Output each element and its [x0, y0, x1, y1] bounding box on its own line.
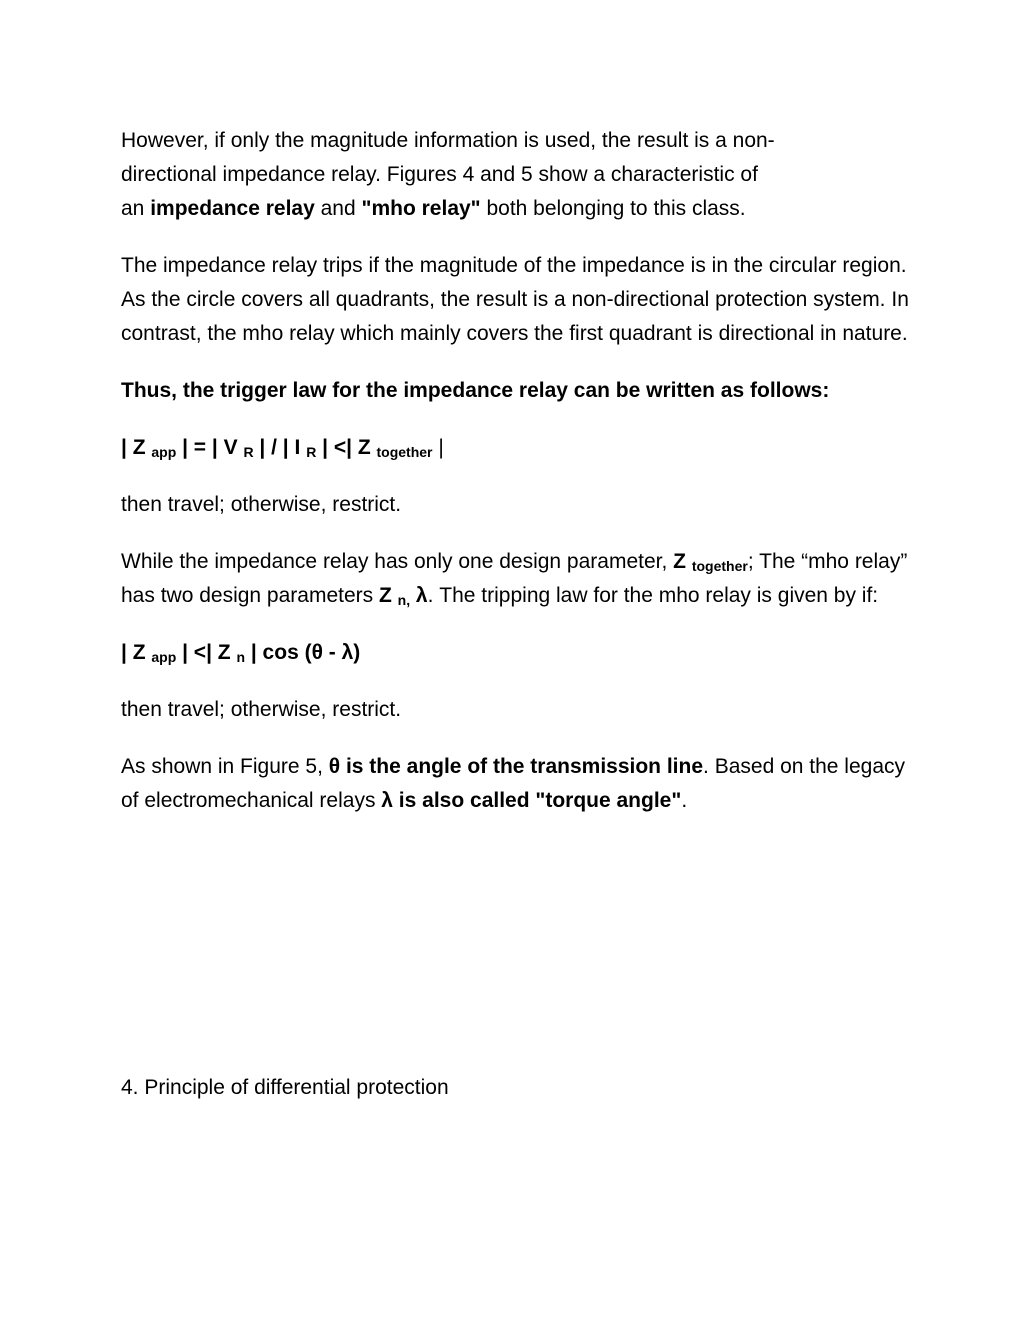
document-body [121, 124, 911, 841]
subscript-together: together [691, 558, 748, 574]
paragraph-intro-post: both belonging to this class. [480, 197, 746, 220]
subscript-r: R [306, 444, 317, 460]
subscript-app: app [151, 444, 177, 460]
equation-mho-relay: | Z $_{app}$ | <| Z $_n$ | cos (θ - λ) [121, 641, 361, 665]
paragraph-then-travel-2: then travel; otherwise, restrict. [121, 698, 402, 721]
paragraph-intro-line1: However, if only the magnitude information is used, the result is a non- [121, 129, 775, 152]
trigger-law-text: Thus, the trigger law for the impedance relay can be written as follows: [121, 379, 830, 402]
paragraph-intro-mid: and [314, 197, 362, 220]
term-mho-relay: "mho relay" [361, 197, 481, 220]
paragraph-intro-line2: directional impedance relay. Figures 4 and 5 show a characteristic of [121, 163, 758, 186]
paragraph-figure-5: As shown in Figure 5, θ is the angle of the transmission line. Based on the legacy of electromechanical relays λ is also called "torque angle". [121, 755, 906, 812]
subscript-n: n [236, 649, 246, 665]
paragraph-trigger-law [121, 374, 911, 408]
subscript-r: R [243, 444, 254, 460]
paragraph-impedance-trip: The impedance relay trips if the magnitude of the impedance is in the circular region. As the circle covers all quadrants, the result is a non-directional protection system. In contrast, the mho relay which mainly covers the first quadrant is directional in nature. [121, 254, 909, 345]
subscript-app: app [151, 649, 177, 665]
term-impedance-relay: impedance relay [150, 197, 315, 220]
subscript-n: n, [397, 592, 411, 608]
paragraph-then-travel-1: then travel; otherwise, restrict. [121, 493, 402, 516]
subscript-together: together [376, 444, 433, 460]
equation-impedance-relay: | Z $_{app}$ | = | V $_R$ | / | I $_R$ | <| Z $_{together}$ | [121, 436, 444, 460]
paragraph-design-parameters: While the impedance relay has only one design parameter, Z $_{together}$; The “mho relay” has two design parameters Z $_{n,}$ λ. The tripping law for the mho relay is given by if: [121, 550, 908, 608]
paragraph-intro-pre: an [121, 197, 151, 220]
paragraph-intro [121, 124, 911, 226]
section-heading: 4. Principle of differential protection [121, 1076, 449, 1099]
theta-definition: θ is the angle of the transmission line [328, 755, 704, 778]
lambda-definition: λ is also called "torque angle" [381, 789, 682, 812]
